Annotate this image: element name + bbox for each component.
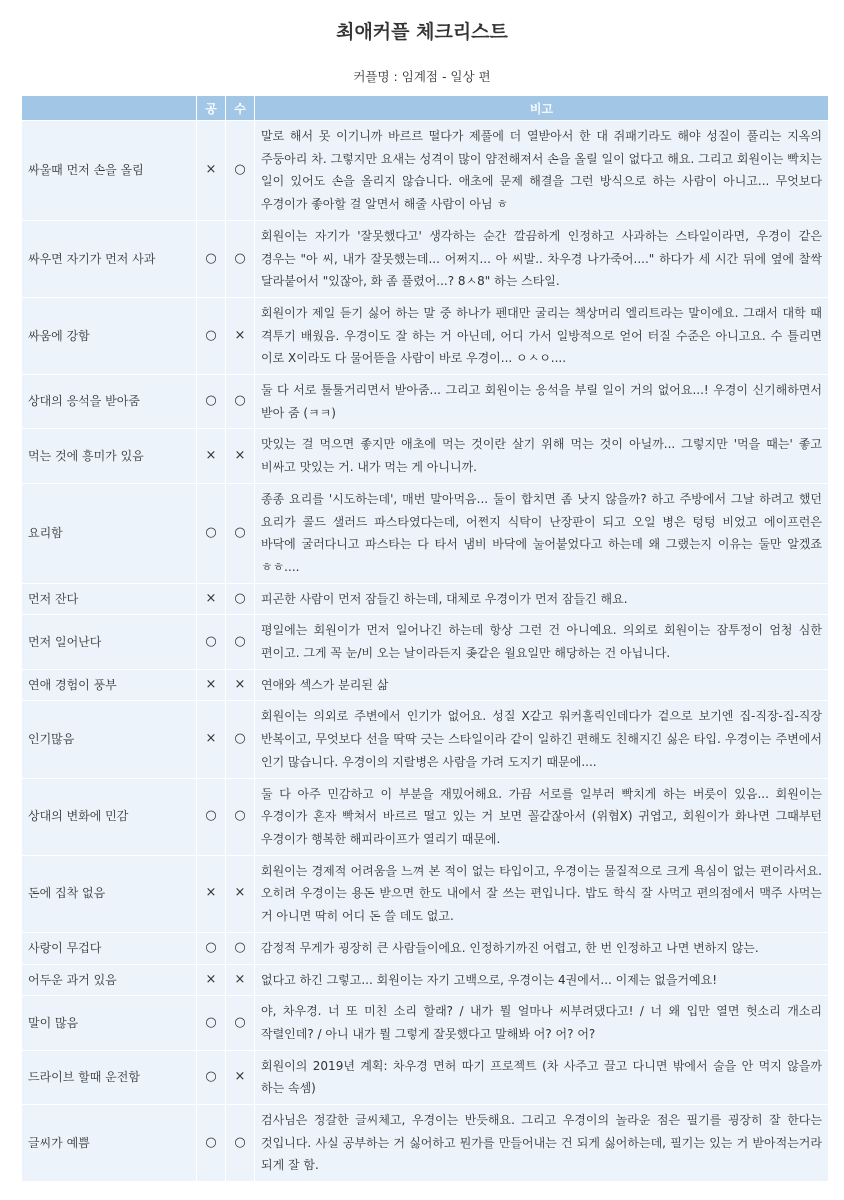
row-gong-mark: ○ [197,483,226,583]
row-gong-mark: × [197,429,226,483]
couple-subtitle: 커플명 : 임계점 - 일상 편 [353,69,491,84]
row-su-mark: ○ [226,701,255,778]
row-note: 둘 다 서로 툴툴거리면서 받아줌... 그리고 회원이는 응석을 부릴 일이 거의 없어요...! 우경이 신기해하면서 받아 줌 (ㅋㅋ) [255,375,829,429]
row-item: 싸울때 먼저 손을 올림 [22,121,197,221]
row-note: 감정적 무게가 굉장히 큰 사람들이에요. 인정하기까진 어렵고, 한 번 인정하고 나면 변하지 않는. [255,932,829,964]
row-su-mark: × [226,297,255,374]
row-note: 말로 해서 못 이기니까 바르르 떨다가 제풀에 더 열받아서 한 대 쥐패기라도 해야 성질이 풀리는 지옥의 주둥아리 차. 그렇지만 요새는 성격이 많이 얌전해져서 손을 올릴 일이 없다고 해요. 그리고 회원이는 빡치는 일이 있어도 손을 올리지 않습니다. 애초에 문제 해결을 그런 방식으로 하는 사람이 아니고... 무엇보다 우경이가 좋아할 걸 알면서 해줄 사람이 아님 ㅎ [255,121,829,221]
row-su-mark: ○ [226,220,255,297]
row-item: 인기많음 [22,701,197,778]
row-su-mark: ○ [226,483,255,583]
row-gong-mark: ○ [197,375,226,429]
row-note: 평일에는 회원이가 먼저 일어나긴 하는데 항상 그런 건 아니예요. 의외로 회원이는 잠투정이 엄청 심한 편이고. 그게 꼭 눈/비 오는 날이라든지 좆같은 월요일만 해당하는 건 아닙니다. [255,615,829,669]
row-note: 맛있는 걸 먹으면 좋지만 애초에 먹는 것이란 살기 위해 먹는 것이 아닐까... 그렇지만 '먹을 때는' 좋고 비싸고 맛있는 거. 내가 먹는 게 아니니까. [255,429,829,483]
table-row [22,669,829,701]
row-su-mark: ○ [226,121,255,221]
row-item: 사랑이 무겁다 [22,932,197,964]
row-gong-mark: × [197,669,226,701]
row-su-mark: × [226,1050,255,1104]
row-note: 회원이는 의외로 주변에서 인기가 없어요. 성질 X같고 워커홀릭인데다가 겉으로 보기엔 집-직장-집-직장 반복이고, 무엇보다 선을 딱딱 긋는 스타일이라 같이 일하긴 편해도 친해지긴 싫은 타입. 우경이는 주변에서 인기 많습니다. 우경이의 지랄병은 사람을 가려 도지기 때문에.... [255,701,829,778]
row-su-mark: ○ [226,615,255,669]
row-item: 싸움에 강함 [22,297,197,374]
row-gong-mark: ○ [197,1105,226,1182]
row-gong-mark: × [197,855,226,932]
row-gong-mark: ○ [197,297,226,374]
row-note: 검사님은 정갈한 글씨체고, 우경이는 반듯해요. 그리고 우경이의 놀라운 점은 필기를 굉장히 잘 한다는 것입니다. 사실 공부하는 거 싫어하고 뭔가를 만들어내는 건 되게 싫어하는데, 필기는 있는 거 받아적는거라 되게 잘 함. [255,1105,829,1182]
row-su-mark: ○ [226,996,255,1050]
table-row [22,1105,829,1182]
row-item: 드라이브 할때 운전함 [22,1050,197,1104]
row-gong-mark: ○ [197,996,226,1050]
row-note: 없다고 하긴 그렇고... 회원이는 자기 고백으로, 우경이는 4권에서... 이제는 없을거예요! [255,964,829,996]
row-item: 글씨가 예쁨 [22,1105,197,1182]
row-gong-mark: × [197,583,226,615]
row-su-mark: ○ [226,778,255,855]
page-title: 최애커플 체크리스트 [336,21,508,43]
table-row [22,964,829,996]
row-note: 회원이의 2019년 계획: 차우경 면허 따기 프로젝트 (차 사주고 끌고 다니면 밖에서 술을 안 먹지 않을까 하는 속셈) [255,1050,829,1104]
header-row [22,96,829,121]
row-su-mark: ○ [226,583,255,615]
row-item: 상대의 응석을 받아줌 [22,375,197,429]
checklist-table [21,95,829,1182]
row-note: 회원이는 경제적 어려움을 느껴 본 적이 없는 타입이고, 우경이는 물질적으로 크게 욕심이 없는 편이라서요. 오히려 우경이는 용돈 받으면 한도 내에서 잘 쓰는 편입니다. 밥도 학식 잘 사먹고 편의점에서 맥주 사먹는 거 아니면 딱히 어디 돈 쓸 데도 없고. [255,855,829,932]
row-note: 둘 다 아주 민감하고 이 부분을 재밌어해요. 가끔 서로를 일부러 빡치게 하는 버릇이 있음... 회원이는 우경이가 혼자 빡쳐서 바르르 떨고 있는 거 보면 꼴같잖아서 (위협X) 귀엽고, 회원이가 화나면 그때부턴 우경이가 행복한 해피라이프가 열리기 때문에. [255,778,829,855]
row-item: 돈에 집착 없음 [22,855,197,932]
table-row [22,1050,829,1104]
row-note: 피곤한 사람이 먼저 잠들긴 하는데, 대체로 우경이가 먼저 잠들긴 해요. [255,583,829,615]
row-gong-mark: ○ [197,932,226,964]
row-su-mark: ○ [226,932,255,964]
row-gong-mark: × [197,964,226,996]
row-su-mark: × [226,964,255,996]
row-item: 연애 경험이 풍부 [22,669,197,701]
row-note: 회원이는 자기가 '잘못했다고' 생각하는 순간 깔끔하게 인정하고 사과하는 스타일이라면, 우경이 같은 경우는 "아 씨, 내가 잘못했는데... 어쩌지... 아 씨발.. 차우경 나가죽어...." 하다가 세 시간 뒤에 옆에 찰싹 달라붙어서 "있잖아, 화 좀 풀렸어...? 8ㅅ8" 하는 스타일. [255,220,829,297]
row-gong-mark: ○ [197,220,226,297]
row-note: 종종 요리를 '시도하는데', 매번 말아먹음... 둘이 합치면 좀 낫지 않을까? 하고 주방에서 그날 하려고 했던 요리가 콜드 샐러드 파스타였다는데, 어쩐지 식탁이 난장판이 되고 오일 병은 텅텅 비었고 에이프런은 바닥에 굴러다니고 파스타는 다 타서 냄비 바닥에 눌어붙었다고 하는데 왜 그랬는지 이유는 둘만 알겠죠 ㅎㅎ.... [255,483,829,583]
row-su-mark: ○ [226,1105,255,1182]
row-note: 연애와 섹스가 분리된 삶 [255,669,829,701]
table-row [22,375,829,429]
table-row [22,615,829,669]
table-row [22,701,829,778]
row-item: 싸우면 자기가 먼저 사과 [22,220,197,297]
header-gong: 공 [197,96,226,121]
table-row [22,996,829,1050]
row-su-mark: × [226,429,255,483]
table-row [22,220,829,297]
table-row [22,429,829,483]
table-row [22,121,829,221]
row-gong-mark: ○ [197,1050,226,1104]
table-row [22,778,829,855]
row-item: 어두운 과거 있음 [22,964,197,996]
row-su-mark: ○ [226,375,255,429]
row-gong-mark: ○ [197,615,226,669]
table-row [22,583,829,615]
row-note: 회원이가 제일 듣기 싫어 하는 말 중 하나가 펜대만 굴리는 책상머리 엘리트라는 말이에요. 그래서 대학 때 격투기 배웠음. 우경이도 잘 하는 거 아닌데, 어디 가서 일방적으로 얻어 터질 수준은 아니고요. 수 틀리면 이로 X이라도 다 물어뜯을 사람이 바로 우경이... ㅇㅅㅇ.... [255,297,829,374]
header-note: 비고 [255,96,829,121]
table-row [22,932,829,964]
table-row [22,297,829,374]
header-su: 수 [226,96,255,121]
table-row [22,483,829,583]
table-row [22,855,829,932]
row-item: 상대의 변화에 민감 [22,778,197,855]
row-note: 야, 차우경. 너 또 미친 소리 할래? / 내가 뭘 얼마나 씨부려댔다고! / 너 왜 입만 열면 헛소리 개소리 작렬인데? / 아니 내가 뭘 그렇게 잘못했다고 말해봐 어? 어? 어? [255,996,829,1050]
row-gong-mark: × [197,121,226,221]
row-item: 먼저 일어난다 [22,615,197,669]
row-item: 먼저 잔다 [22,583,197,615]
row-su-mark: × [226,669,255,701]
row-item: 요리함 [22,483,197,583]
row-gong-mark: ○ [197,778,226,855]
row-su-mark: × [226,855,255,932]
row-item: 말이 많음 [22,996,197,1050]
row-gong-mark: × [197,701,226,778]
header-item [22,96,197,121]
row-item: 먹는 것에 흥미가 있음 [22,429,197,483]
